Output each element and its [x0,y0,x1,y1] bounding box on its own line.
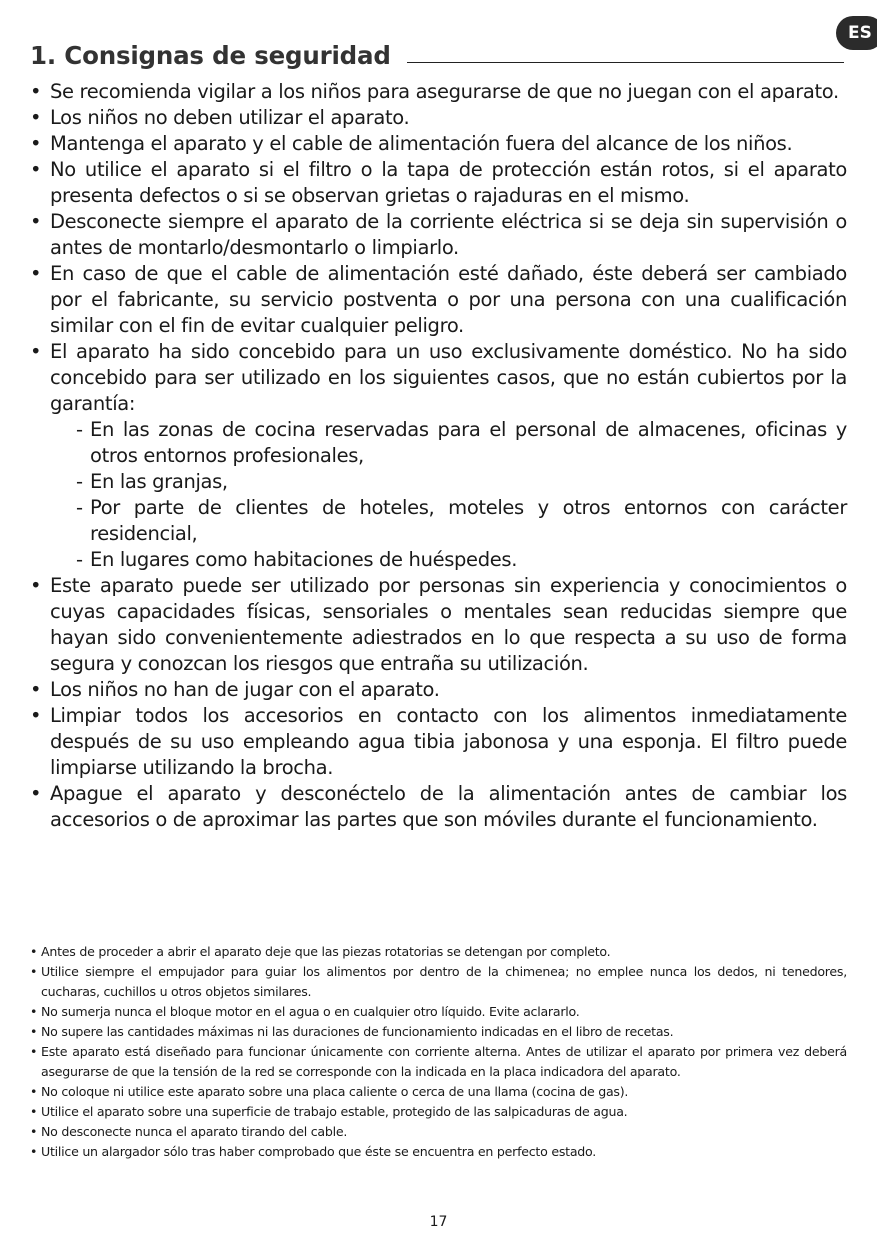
heading-divider [407,62,844,63]
small-list-item: • No supere las cantidades máximas ni las duraciones de funcionamiento indicadas en el libro de recetas. [30,1022,847,1042]
sub-list-item: - Por parte de clientes de hoteles, moteles y otros entornos con carácter residencial, [76,495,847,547]
list-item-with-sublist [30,339,847,573]
list-item: • Los niños no han de jugar con el aparato. [30,677,847,703]
list-item: • Los niños no deben utilizar el aparato. [30,105,847,131]
small-list-item: • Este aparato está diseñado para funcionar únicamente con corriente alterna. Antes de utilizar el aparato por primera vez deberá asegurarse de que la tensión de la red se corresponde con la indicada en la placa indicadora del aparato. [30,1042,847,1082]
small-list-item: • Utilice un alargador sólo tras haber comprobado que éste se encuentra en perfecto estado. [30,1142,847,1162]
small-list-item: • No sumerja nunca el bloque motor en el agua o en cualquier otro líquido. Evite aclararlo. [30,1002,847,1022]
list-item: • Desconecte siempre el aparato de la corriente eléctrica si se deja sin supervisión o antes de montarlo/desmontarlo o limpiarlo. [30,209,847,261]
safety-instructions-list [30,79,847,833]
additional-instructions-list [30,942,847,1162]
list-item: • Apague el aparato y desconéctelo de la alimentación antes de cambiar los accesorios o de aproximar las partes que son móviles durante el funcionamiento. [30,781,847,833]
page-number: 17 [429,1214,448,1230]
list-item: • Este aparato puede ser utilizado por personas sin experiencia y conocimientos o cuyas capacidades físicas, sensoriales o mentales sean reducidas siempre que hayan sido convenientemente adiestrados en lo que respecta a su uso de forma segura y conozcan los riesgos que entraña su utilización. [30,573,847,677]
excluded-cases-list [76,417,847,573]
small-list-item: • Utilice siempre el empujador para guiar los alimentos por dentro de la chimenea; no emplee nunca los dedos, ni tenedores, cucharas, cuchillos u otros objetos similares. [30,962,847,1002]
language-badge: ES [836,16,877,50]
small-list-item: • No desconecte nunca el aparato tirando del cable. [30,1122,847,1142]
list-item: • No utilice el aparato si el filtro o la tapa de protección están rotos, si el aparato presenta defectos o si se observan grietas o rajaduras en el mismo. [30,157,847,209]
list-item: • Mantenga el aparato y el cable de alimentación fuera del alcance de los niños. [30,131,847,157]
list-item: • En caso de que el cable de alimentación esté dañado, éste deberá ser cambiado por el fabricante, su servicio postventa o por una persona con una cualificación similar con el fin de evitar cualquier peligro. [30,261,847,339]
list-item-text: El aparato ha sido concebido para un uso exclusivamente doméstico. No ha sido concebido para ser utilizado en los siguientes casos, que no están cubiertos por la garantía: [50,340,847,415]
list-item: • Limpiar todos los accesorios en contacto con los alimentos inmediatamente después de su uso empleando agua tibia jabonosa y una esponja. El filtro puede limpiarse utilizando la brocha. [30,703,847,781]
section-header [30,36,844,74]
section-title: 1. Consignas de seguridad [30,40,391,70]
sub-list-item: - En las granjas, [76,469,847,495]
small-list-item: • Antes de proceder a abrir el aparato deje que las piezas rotatorias se detengan por completo. [30,942,847,962]
sub-list-item: - En lugares como habitaciones de huéspedes. [76,547,847,573]
small-list-item: • No coloque ni utilice este aparato sobre una placa caliente o cerca de una llama (cocina de gas). [30,1082,847,1102]
small-list-item: • Utilice el aparato sobre una superficie de trabajo estable, protegido de las salpicaduras de agua. [30,1102,847,1122]
sub-list-item: - En las zonas de cocina reservadas para el personal de almacenes, oficinas y otros entornos profesionales, [76,417,847,469]
list-item: • Se recomienda vigilar a los niños para asegurarse de que no juegan con el aparato. [30,79,847,105]
